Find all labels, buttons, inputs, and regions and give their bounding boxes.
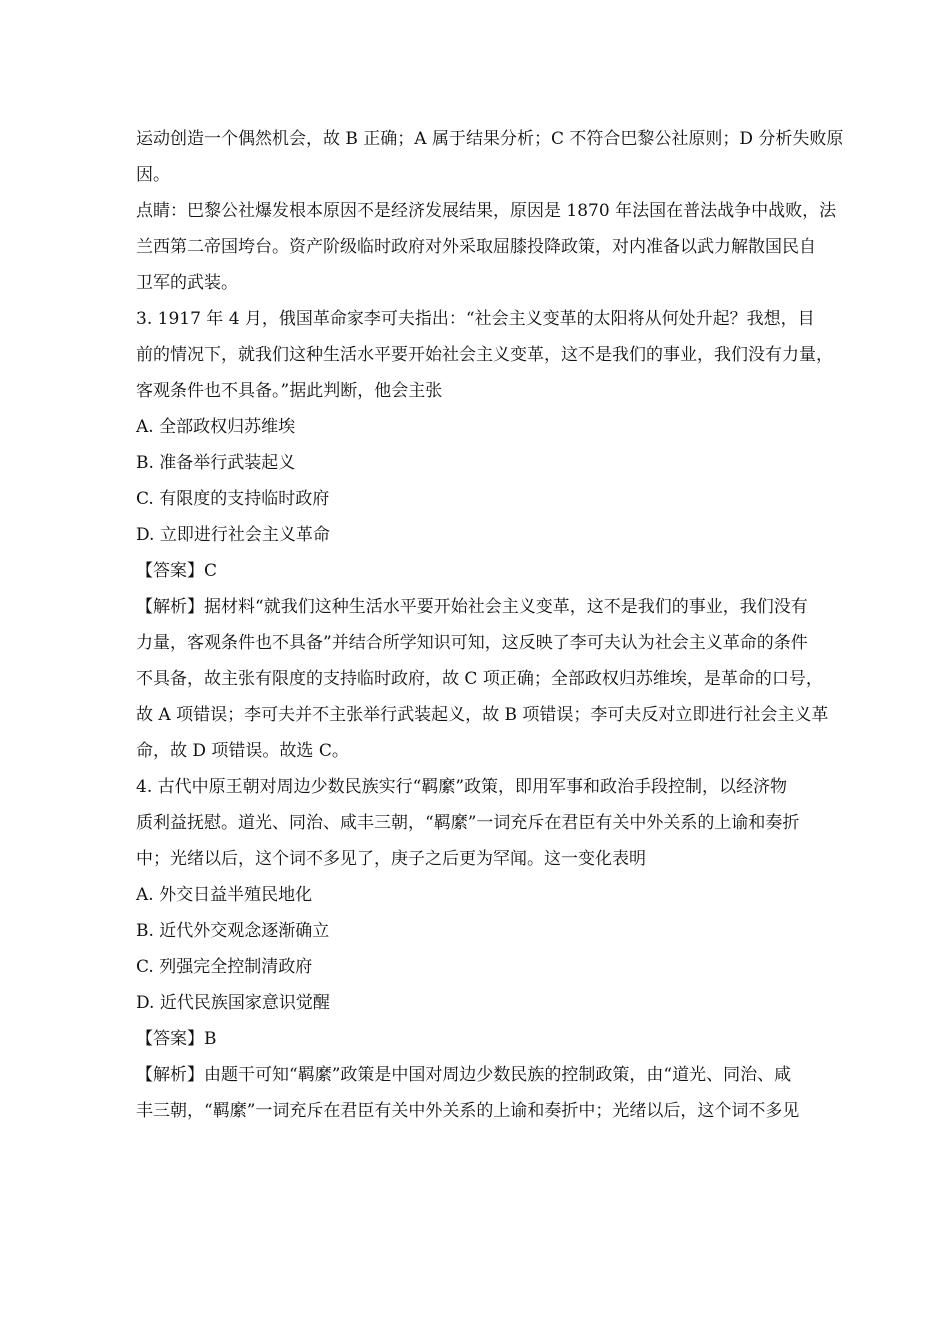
text-line: 卫军的武装。 [136, 273, 238, 293]
question-4-option-b: B. 近代外交观念逐渐确立 [136, 921, 330, 941]
question-3-option-c: C. 有限度的支持临时政府 [136, 489, 330, 509]
text-line: 丰三朝，“羁縻”一词充斥在君臣有关中外关系的上谕和奏折中；光绪以后，这个词不多见 [136, 1101, 800, 1121]
text-line: 命，故 D 项错误。故选 C。 [136, 741, 349, 761]
text-line: 兰西第二帝国垮台。资产阶级临时政府对外采取屈膝投降政策，对内准备以武力解散国民自 [136, 237, 816, 257]
question-3-answer: 【答案】C [136, 561, 218, 581]
text-line: 前的情况下，就我们这种生活水平要开始社会主义变革，这不是我们的事业，我们没有力量， [136, 345, 833, 365]
text-line: 因。 [136, 165, 170, 185]
text-line: 不具备，故主张有限度的支持临时政府，故 C 项正确；全部政权归苏维埃，是革命的口号， [136, 669, 823, 689]
question-4-option-a: A. 外交日益半殖民地化 [136, 885, 313, 905]
text-line: 运动创造一个偶然机会，故 B 正确；A 属于结果分析；C 不符合巴黎公社原则；D 分析失败原 [136, 129, 844, 149]
text-line: 中；光绪以后，这个词不多见了，庚子之后更为罕闻。这一变化表明 [136, 849, 646, 869]
question-3-stem: 3. 1917 年 4 月，俄国革命家李可夫指出：“社会主义变革的太阳将从何处升起？我想，目 [136, 309, 815, 329]
text-line: 故 A 项错误；李可夫并不主张举行武装起义，故 B 项错误；李可夫反对立即进行社会主义革 [136, 705, 829, 725]
question-4-stem: 4. 古代中原王朝对周边少数民族实行“羁縻”政策，即用军事和政治手段控制，以经济物 [136, 777, 788, 797]
question-3-analysis: 【解析】据材料“就我们这种生活水平要开始社会主义变革，这不是我们的事业，我们没有 [136, 597, 808, 617]
question-3-option-a: A. 全部政权归苏维埃 [136, 417, 296, 437]
question-4-analysis: 【解析】由题干可知“羁縻”政策是中国对周边少数民族的控制政策，由“道光、同治、咸 [136, 1065, 792, 1085]
question-3-option-b: B. 准备举行武装起义 [136, 453, 296, 473]
question-4-option-c: C. 列强完全控制清政府 [136, 957, 313, 977]
document-body [136, 121, 844, 1129]
question-3-option-d: D. 立即进行社会主义革命 [136, 525, 330, 545]
text-line: 力量，客观条件也不具备”并结合所学知识可知，这反映了李可夫认为社会主义革命的条件 [136, 633, 808, 653]
question-4-option-d: D. 近代民族国家意识觉醒 [136, 993, 330, 1013]
text-line: 质利益抚慰。道光、同治、咸丰三朝，“羁縻”一词充斥在君臣有关中外关系的上谕和奏折 [136, 813, 800, 833]
question-4-answer: 【答案】B [136, 1029, 217, 1049]
text-line: 客观条件也不具备。”据此判断，他会主张 [136, 381, 443, 401]
text-line: 点睛：巴黎公社爆发根本原因不是经济发展结果，原因是 1870 年法国在普法战争中战败，法 [136, 201, 837, 221]
